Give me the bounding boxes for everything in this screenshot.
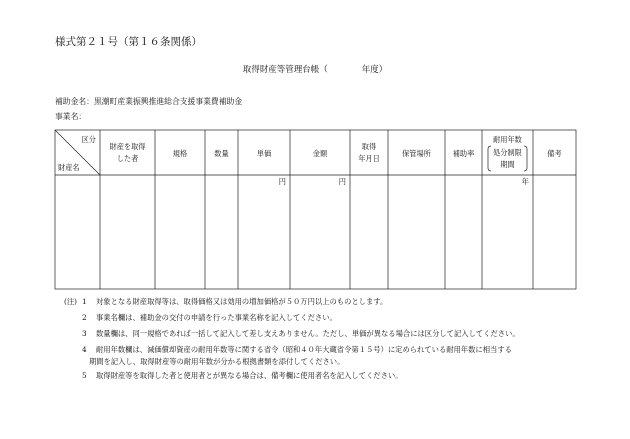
note-number: 4 [82, 345, 87, 354]
header-useful-life: 耐用年数 [493, 135, 522, 144]
subsidy-name: 補助金名：黒潮町産業振興推進総合支援事業費補助金 [55, 97, 243, 106]
header-disposal-limit: 処分制限 [493, 148, 522, 157]
right-bracket [524, 146, 527, 171]
note-number: 2 [82, 313, 87, 322]
header-subsidy-rate: 補助率 [452, 149, 475, 158]
note-text: 事業名欄は、補助金の交付の申請を行った事業名称を記入してください。 [96, 313, 337, 322]
form-number: 様式第２１号（第１６条関係） [55, 36, 202, 48]
notes [64, 297, 520, 380]
notes-label: (注) [64, 297, 77, 306]
note-number: 3 [82, 329, 87, 338]
unit-price-yen: 円 [278, 177, 286, 186]
header-unit-price: 単価 [256, 149, 272, 158]
header-acquirer: 財産を取得 [109, 142, 146, 151]
note-text: 耐用年数欄は、減価償却資産の耐用年数等に関する省令（昭和４０年大蔵省令第１５号）に定められている耐用年数に相当する [96, 345, 512, 354]
useful-life-year: 年 [521, 177, 529, 186]
title-suffix: 年度） [361, 65, 388, 75]
corner-bottom-label: 財産名 [58, 163, 80, 172]
header-remarks: 備考 [547, 149, 562, 158]
note-number: 1 [82, 297, 87, 306]
corner-top-label: 区分 [81, 135, 96, 144]
header-date: 取得 [361, 142, 377, 151]
header-storage: 保管場所 [402, 149, 431, 158]
business-name: 事業名： [55, 112, 87, 121]
header-quantity: 数量 [214, 149, 229, 158]
header-amount: 金額 [312, 149, 328, 158]
title-prefix: 取得財産等管理台帳（ [242, 65, 328, 75]
note-continuation: 期間を記入し、取得財産等の耐用年数が分かる根拠書類を添付してください。 [89, 357, 345, 366]
header-acquirer-2: した者 [116, 154, 139, 163]
note-number: 5 [82, 371, 87, 380]
note-text: 取得財産等を取得した者と使用者とが異なる場合は、備考欄に使用者名を記入してください。 [96, 371, 403, 380]
amount-yen: 円 [338, 177, 346, 186]
header-period: 期間 [500, 160, 515, 169]
note-text: 対象となる財産取得等は、取得価格又は効用の増加価格が５０万円以上のものとします。 [96, 297, 388, 306]
header-date-2: 年月日 [358, 154, 380, 163]
note-text: 数量欄は、同一規格であれば一括して記入して差し支えありません。ただし、単価が異なる場合には区分して記入してください。 [96, 329, 520, 338]
left-bracket [488, 146, 491, 171]
header-spec: 規格 [172, 149, 188, 158]
